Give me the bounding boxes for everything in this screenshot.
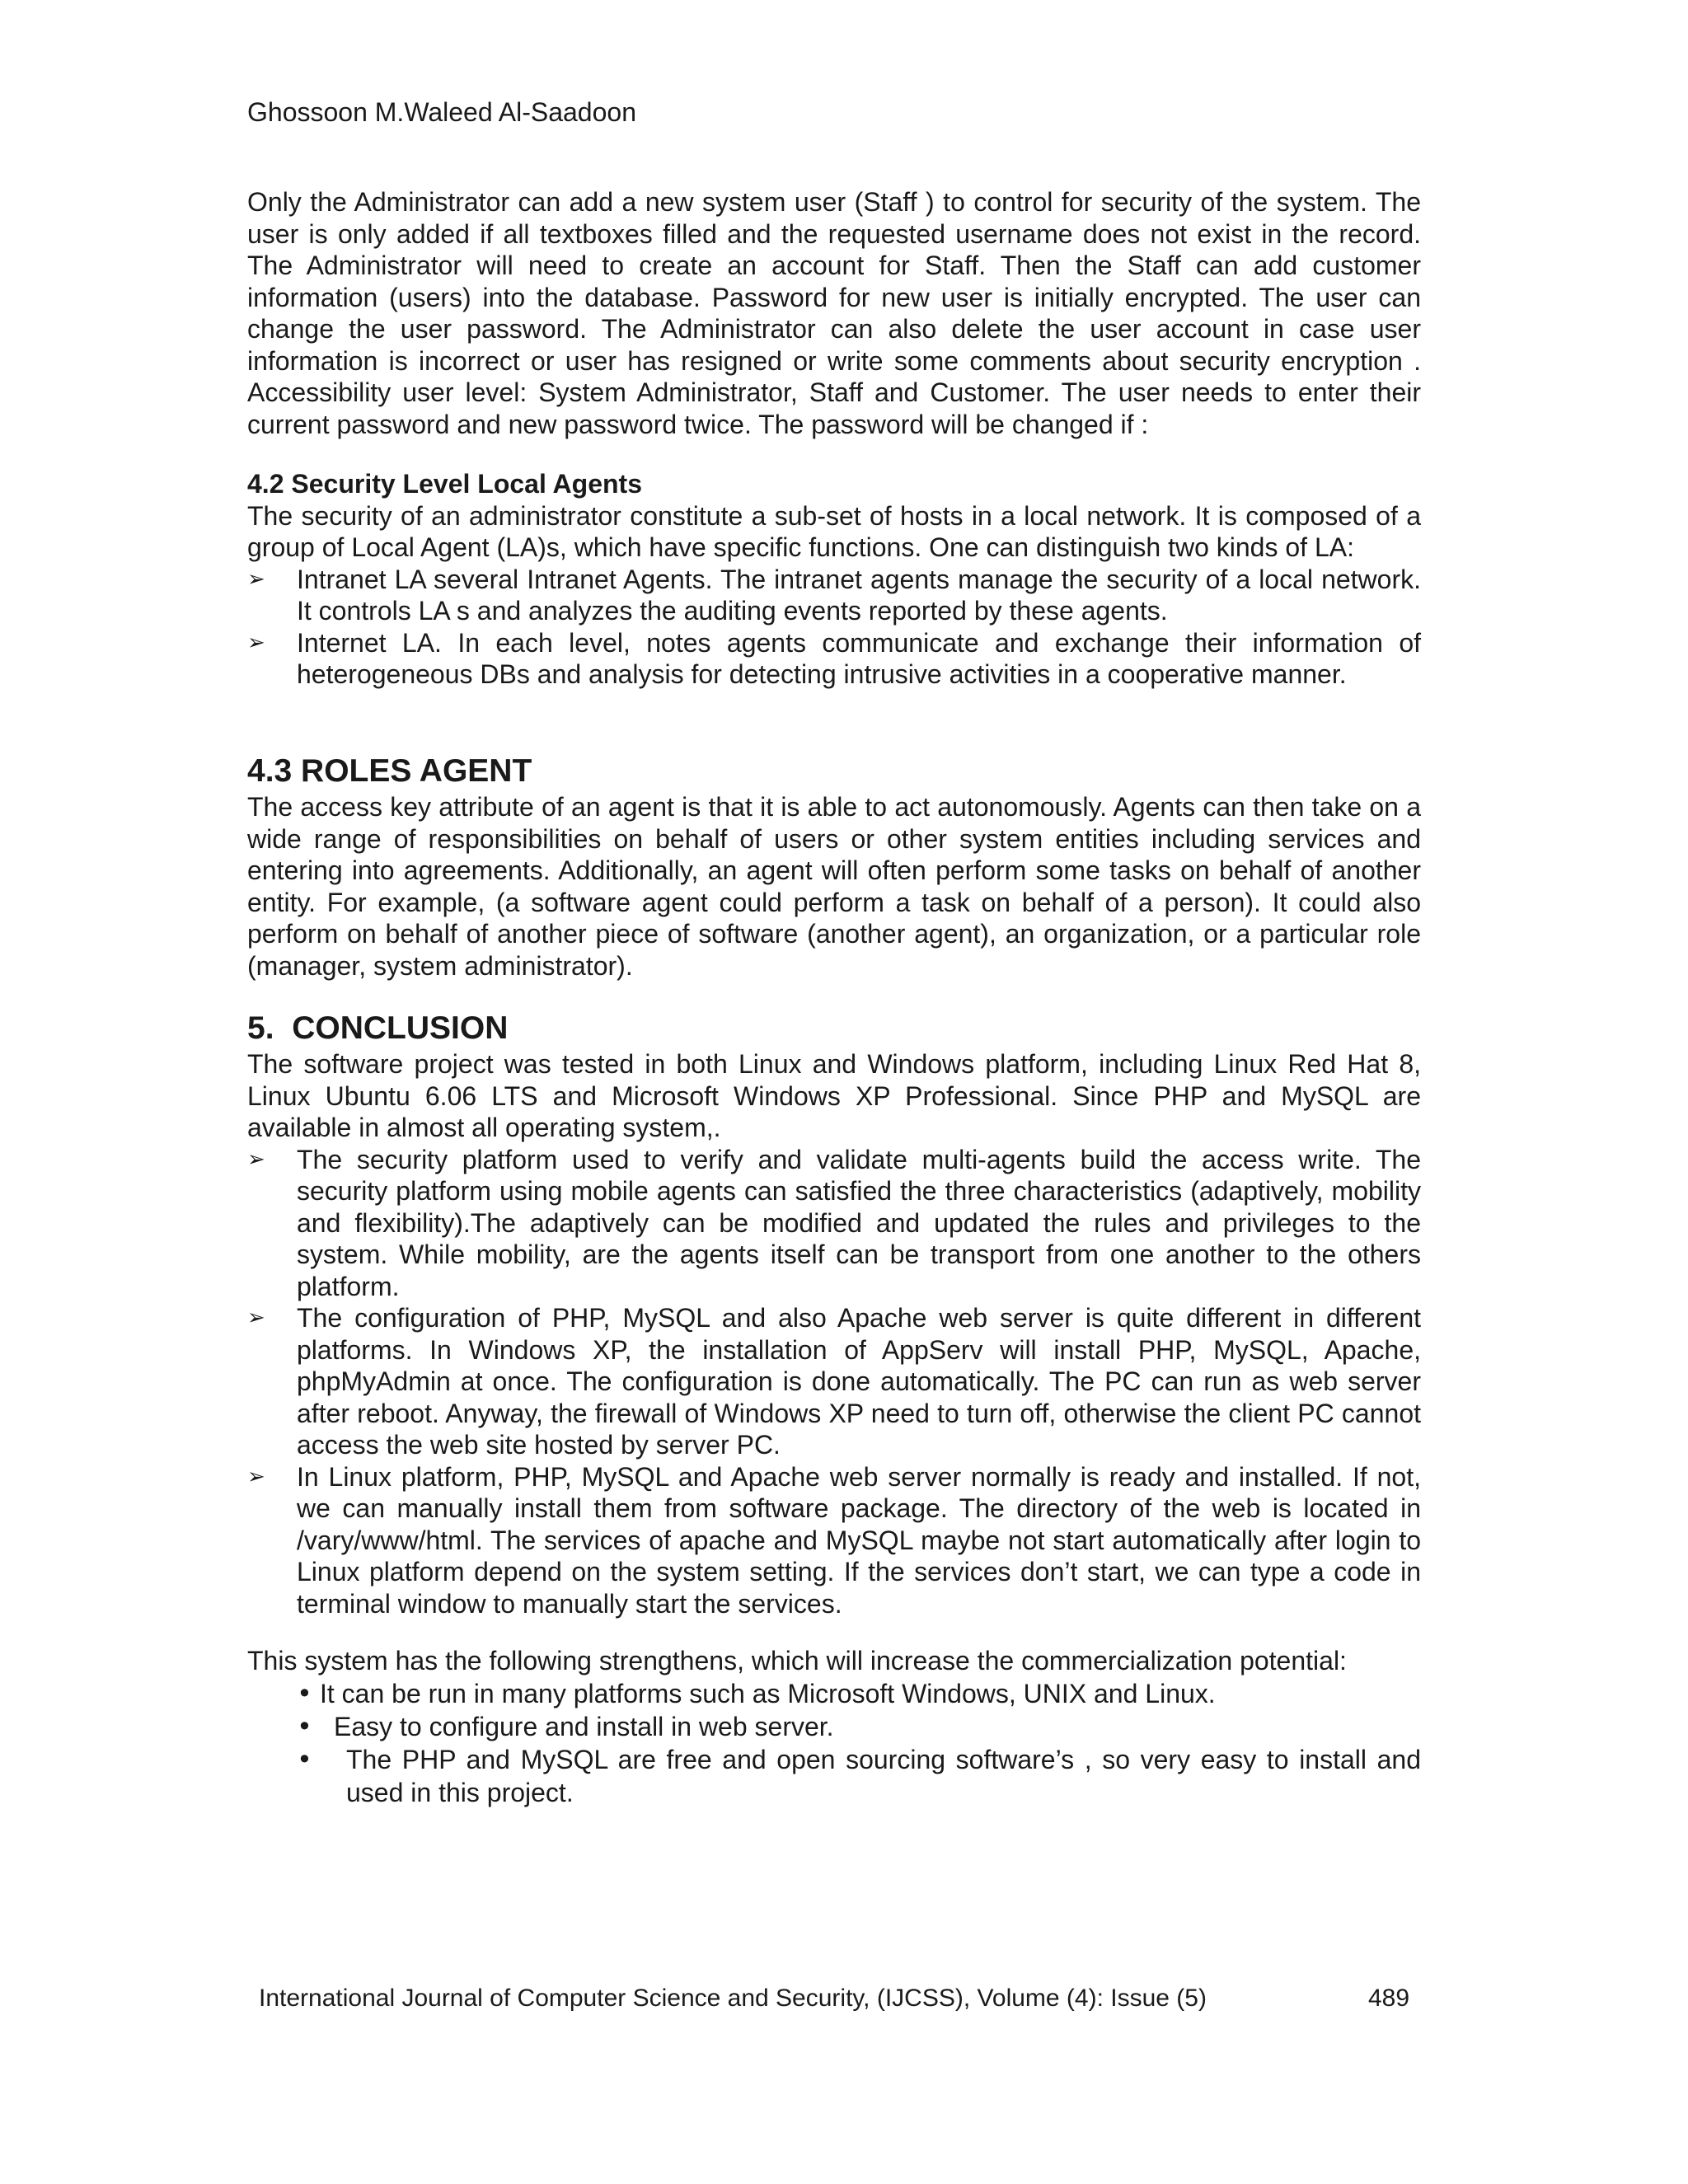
section-5-list <box>247 1144 1421 1620</box>
list-item-text: The PHP and MySQL are free and open sourcing software’s , so very easy to install and used in this project. <box>346 1744 1421 1807</box>
list-item-text: Internet LA. In each level, notes agents communicate and exchange their information of heterogeneous DBs and analysis for detecting intrusive activities in a cooperative manner. <box>297 627 1421 689</box>
section-5 <box>247 1009 1421 1619</box>
dot-bullet-icon: • <box>297 1677 312 1709</box>
section-4-3 <box>247 752 1421 982</box>
list-item-text: Intranet LA several Intranet Agents. The intranet agents manage the security of a local network. It controls LA s and analyzes the auditing events reported by these agents. <box>297 564 1421 626</box>
list-item <box>247 1677 1421 1710</box>
strengths-block <box>247 1645 1421 1809</box>
running-header-author: Ghossoon M.Waleed Al-Saadoon <box>247 97 636 127</box>
section-5-heading: 5. CONCLUSION <box>247 1010 509 1046</box>
list-item <box>247 1461 1421 1620</box>
section-4-2 <box>247 468 1421 691</box>
page-number: 489 <box>1368 1985 1410 2012</box>
section-4-3-heading: 4.3 ROLES AGENT <box>247 753 532 789</box>
arrow-bullet-icon: ➢ <box>247 630 265 655</box>
list-item <box>247 1743 1421 1809</box>
intro-paragraph: Only the Administrator can add a new system user (Staff ) to control for security of the system. The user is only added if all textboxes filled and the requested username does not exist in the record. The Administrator will need to create an account for Staff. Then the Staff can add customer information (users) into the database. Password for new user is initially encrypted. The user can change the user password. The Administrator can also delete the user account in case user information is incorrect or user has resigned or write some comments about security encryption . Accessibility user level: System Administrator, Staff and Customer. The user needs to enter their current password and new password twice. The password will be changed if : <box>247 187 1421 439</box>
list-item <box>247 564 1421 627</box>
list-item-text: In Linux platform, PHP, MySQL and Apache web server normally is ready and installed. If not, we can manually install them from software package. The directory of the web is located in /vary/www/html. The services of apache and MySQL maybe not start automatically after login to Linux platform depend on the system setting. If the services don’t start, we can type a code in terminal window to manually start the services. <box>297 1461 1421 1619</box>
arrow-bullet-icon: ➢ <box>247 1305 265 1330</box>
list-item <box>247 627 1421 691</box>
dot-bullet-icon: • <box>297 1710 312 1742</box>
arrow-bullet-icon: ➢ <box>247 1146 265 1172</box>
section-4-3-paragraph: The access key attribute of an agent is that it is able to act autonomously. Agents can then take on a wide range of responsibilities on behalf of users or other system entities including services and entering into agreements. Additionally, an agent will often perform some tasks on behalf of another entity. For example, (a software agent could perform a task on behalf of a person). It could also perform on behalf of another piece of software (another agent), an organization, or a particular role (manager, system administrator). <box>247 792 1421 981</box>
strengths-list <box>247 1677 1421 1809</box>
list-item <box>247 1144 1421 1303</box>
list-item-text: Easy to configure and install in web server. <box>334 1711 834 1741</box>
list-item-text: It can be run in many platforms such as Microsoft Windows, UNIX and Linux. <box>320 1678 1216 1708</box>
section-5-paragraph: The software project was tested in both Linux and Windows platform, including Linux Red Hat 8, Linux Ubuntu 6.06 LTS and Microsoft Windows XP Professional. Since PHP and MySQL are available in almost all operating system,. <box>247 1049 1421 1142</box>
arrow-bullet-icon: ➢ <box>247 1464 265 1489</box>
footer-journal-name: International Journal of Computer Science and Security, (IJCSS), Volume (4): Issue (5) <box>259 1985 1207 2012</box>
arrow-bullet-icon: ➢ <box>247 566 265 592</box>
dot-bullet-icon: • <box>297 1743 312 1775</box>
strengths-intro: This system has the following strengthens, which will increase the commercialization potential: <box>247 1646 1347 1675</box>
section-4-2-paragraph: The security of an administrator constitute a sub-set of hosts in a local network. It is composed of a group of Local Agent (LA)s, which have specific functions. One can distinguish two kinds of LA: <box>247 500 1421 562</box>
list-item-text: The configuration of PHP, MySQL and also Apache web server is quite different in different platforms. In Windows XP, the installation of AppServ will install PHP, MySQL, Apache, phpMyAdmin at once. The configuration is done automatically. The PC can run as web server after reboot. Anyway, the firewall of Windows XP need to turn off, otherwise the client PC cannot access the web site hosted by server PC. <box>297 1303 1421 1460</box>
list-item <box>247 1710 1421 1743</box>
list-item <box>247 1302 1421 1461</box>
section-4-2-list <box>247 564 1421 691</box>
section-4-2-heading: 4.2 Security Level Local Agents <box>247 469 642 499</box>
list-item-text: The security platform used to verify and validate multi-agents build the access write. The security platform using mobile agents can satisfied the three characteristics (adaptively, mobility and flexibility).The adaptively can be modified and updated the rules and privileges to the system. While mobility, are the agents itself can be transport from one another to the others platform. <box>297 1144 1421 1301</box>
